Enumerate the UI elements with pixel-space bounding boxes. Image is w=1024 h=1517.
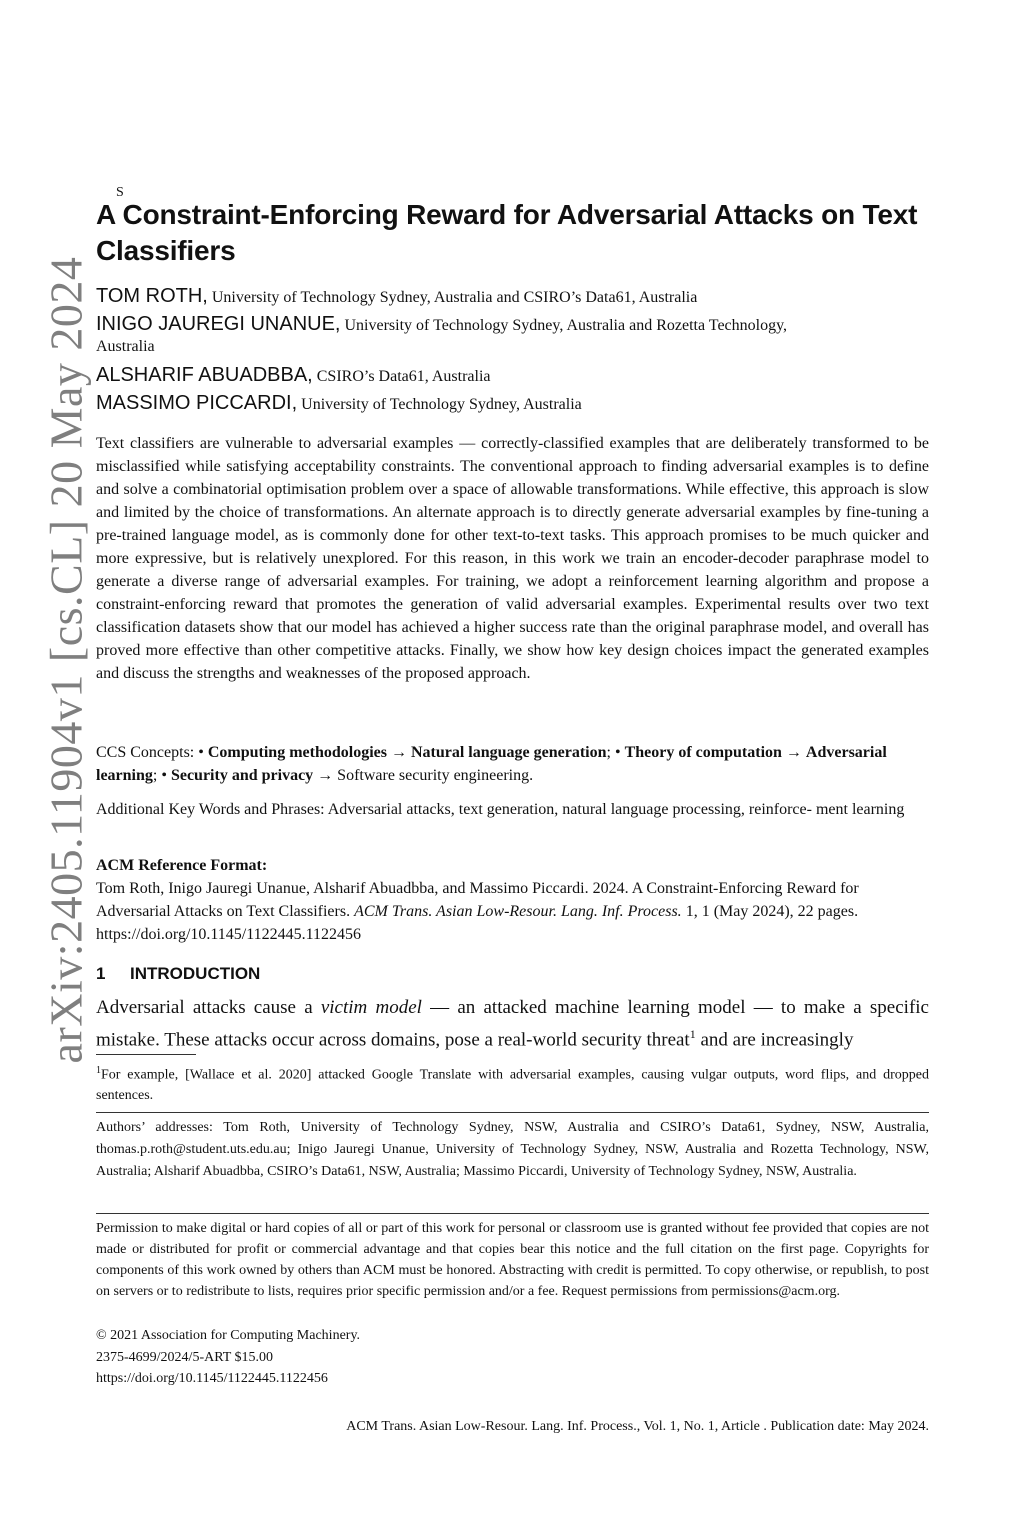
acm-reference-format (96, 854, 929, 946)
intro-text: and are increasingly (695, 1029, 854, 1051)
copyright-line: © 2021 Association for Computing Machinery. (96, 1328, 361, 1343)
acm-reference-journal: ACM Trans. Asian Low-Resour. Lang. Inf. Process. (354, 903, 682, 920)
ccs-concept: Theory of computation (624, 744, 782, 761)
acm-reference-text (96, 877, 929, 946)
addresses-divider (96, 1112, 929, 1113)
footnote-reference[interactable]: 1 (689, 1027, 696, 1041)
section-title: INTRODUCTION (130, 964, 261, 983)
footnote-text: For example, [Wallace et al. 2020] attacked Google Translate with adversarial examples, causing vulgar outputs, word flips, and dropped sentences. (96, 1067, 929, 1103)
permission-notice: Permission to make digital or hard copies of all or part of this work for personal or classroom use is granted without fee provided that copies are not made or distributed for profit or commercial advantage and that copies bear this notice and the full citation on the first page. Copyrights for components of this work owned by others than ACM must be honored. Abstracting with credit is permitted. To copy otherwise, or republish, to post on servers or to redistribute to lists, requires prior specific permission and/or a fee. Request permissions from permissions@acm.org. (96, 1221, 929, 1299)
author-entry (96, 311, 936, 357)
footnote-divider (96, 1054, 196, 1055)
footnote-mark: 1 (96, 1065, 101, 1076)
ccs-arrow: → (313, 767, 338, 784)
author-entry (96, 283, 936, 311)
intro-text: Adversarial attacks cause a (96, 997, 321, 1018)
additional-keywords: Additional Key Words and Phrases: Adversarial attacks, text generation, natural language processing, reinforce- ment learning (96, 801, 905, 818)
authors-addresses: Authors’ addresses: Tom Roth, University of Technology Sydney, NSW, Australia and CSIRO’s Data61, Sydney, NSW, Australia, thomas.p.roth@student.uts.edu.au; Inigo Jauregi Unanue, University of Technology Sydney, NSW, Australia and Rozetta Technology, NSW, Australia; Alsharif Abuadbba, CSIRO’s Data61, NSW, Australia; Massimo Piccardi, University of Technology Sydney, NSW, Australia. (96, 1120, 929, 1179)
author-affiliation: CSIRO’s Data61, Australia (312, 368, 491, 385)
acm-reference-citation: Tom Roth, Inigo Jauregi Unanue, Alsharif Abuadbba, and Massimo Piccardi. 2024. A Constraint-Enforcing Reward for Adversarial Attacks on Text Classifiers. (96, 880, 859, 920)
author-name: INIGO JAUREGI UNANUE, (96, 313, 341, 335)
section-number: 1 (96, 964, 106, 983)
author-entry (96, 390, 936, 418)
author-name: ALSHARIF ABUADBBA, (96, 364, 313, 386)
intro-text: — an attacked machine learning model — to make a specific mistake. These attacks occur across domains, pose a real-world security threat (96, 997, 929, 1051)
ccs-arrow: → (386, 744, 411, 761)
author-entry (96, 362, 936, 390)
author-affiliation: University of Technology Sydney, Australia and Rozetta Technology, (340, 317, 788, 334)
author-list (96, 283, 936, 418)
doi-link[interactable]: https://doi.org/10.1145/1122445.1122456 (96, 1371, 328, 1386)
arxiv-identifier-stamp: arXiv:2405.11904v1 [cs.CL] 20 May 2024 (40, 256, 92, 1064)
ccs-concept: Adversarial learning (96, 744, 887, 784)
section-heading-introduction (96, 964, 260, 984)
permission-divider (96, 1213, 929, 1214)
ccs-concepts (96, 741, 929, 787)
author-affiliation: University of Technology Sydney, Australia (297, 396, 582, 413)
ccs-bullet: • (614, 744, 625, 761)
author-affiliation-continued: Australia (96, 338, 155, 355)
footnote (96, 1061, 929, 1106)
ccs-concept: Software security engineering (337, 767, 530, 784)
issn-line: 2375-4699/2024/5-ART $15.00 (96, 1350, 274, 1365)
ccs-label: CCS Concepts: (96, 744, 199, 761)
author-name: TOM ROTH, (96, 285, 208, 307)
introduction-paragraph (96, 994, 929, 1053)
ccs-separator: ; (606, 744, 615, 761)
page-footer: ACM Trans. Asian Low-Resour. Lang. Inf. Process., Vol. 1, No. 1, Article . Publication date: May 2024. (346, 1419, 929, 1434)
ccs-concept: Computing methodologies (207, 744, 387, 761)
title-superscript-mark: S (116, 185, 124, 200)
paper-title: A Constraint-Enforcing Reward for Adversarial Attacks on Text Classifiers (96, 199, 918, 266)
author-affiliation: University of Technology Sydney, Australia and CSIRO’s Data61, Australia (207, 289, 698, 306)
abstract: Text classifiers are vulnerable to adversarial examples — correctly-classified examples that are deliberately transformed to be misclassified while satisfying acceptability constraints. The conventional approach to finding adversarial examples is to define and solve a combinatorial optimisation problem over a space of allowable transformations. While effective, this approach is slow and limited by the choice of transformations. An alternate approach is to directly generate adversarial examples by fine-tuning a pre-trained language model, as is commonly done for other text-to-text tasks. This approach promises to be much quicker and more expressive, but is relatively unexplored. For this reason, in this work we train an encoder-decoder paraphrase model to generate a diverse range of adversarial examples. For training, we adopt a reinforcement learning algorithm and propose a constraint-enforcing reward that promotes the generation of valid adversarial examples. Experimental results over two text classification datasets show that our model has achieved a higher success rate than the original paraphrase model, and overall has proved more effective than other competitive attacks. Finally, we show how key design choices impact the generated examples and discuss the strengths and weaknesses of the proposed approach. (96, 435, 929, 682)
ccs-arrow: → (781, 744, 806, 761)
ccs-concept: Natural language generation (410, 744, 607, 761)
author-name: MASSIMO PICCARDI, (96, 392, 298, 414)
ccs-bullet: • (161, 767, 171, 784)
intro-emphasis: victim model (320, 997, 422, 1018)
ccs-bullet: • (198, 744, 208, 761)
acm-reference-details: 1, 1 (May 2024), 22 pages. https://doi.org/10.1145/1122445.1122456 (96, 903, 859, 943)
ccs-end: . (529, 767, 534, 784)
ccs-concept: Security and privacy (170, 767, 314, 784)
acm-reference-header: ACM Reference Format: (96, 857, 268, 874)
ccs-separator: ; (152, 767, 162, 784)
